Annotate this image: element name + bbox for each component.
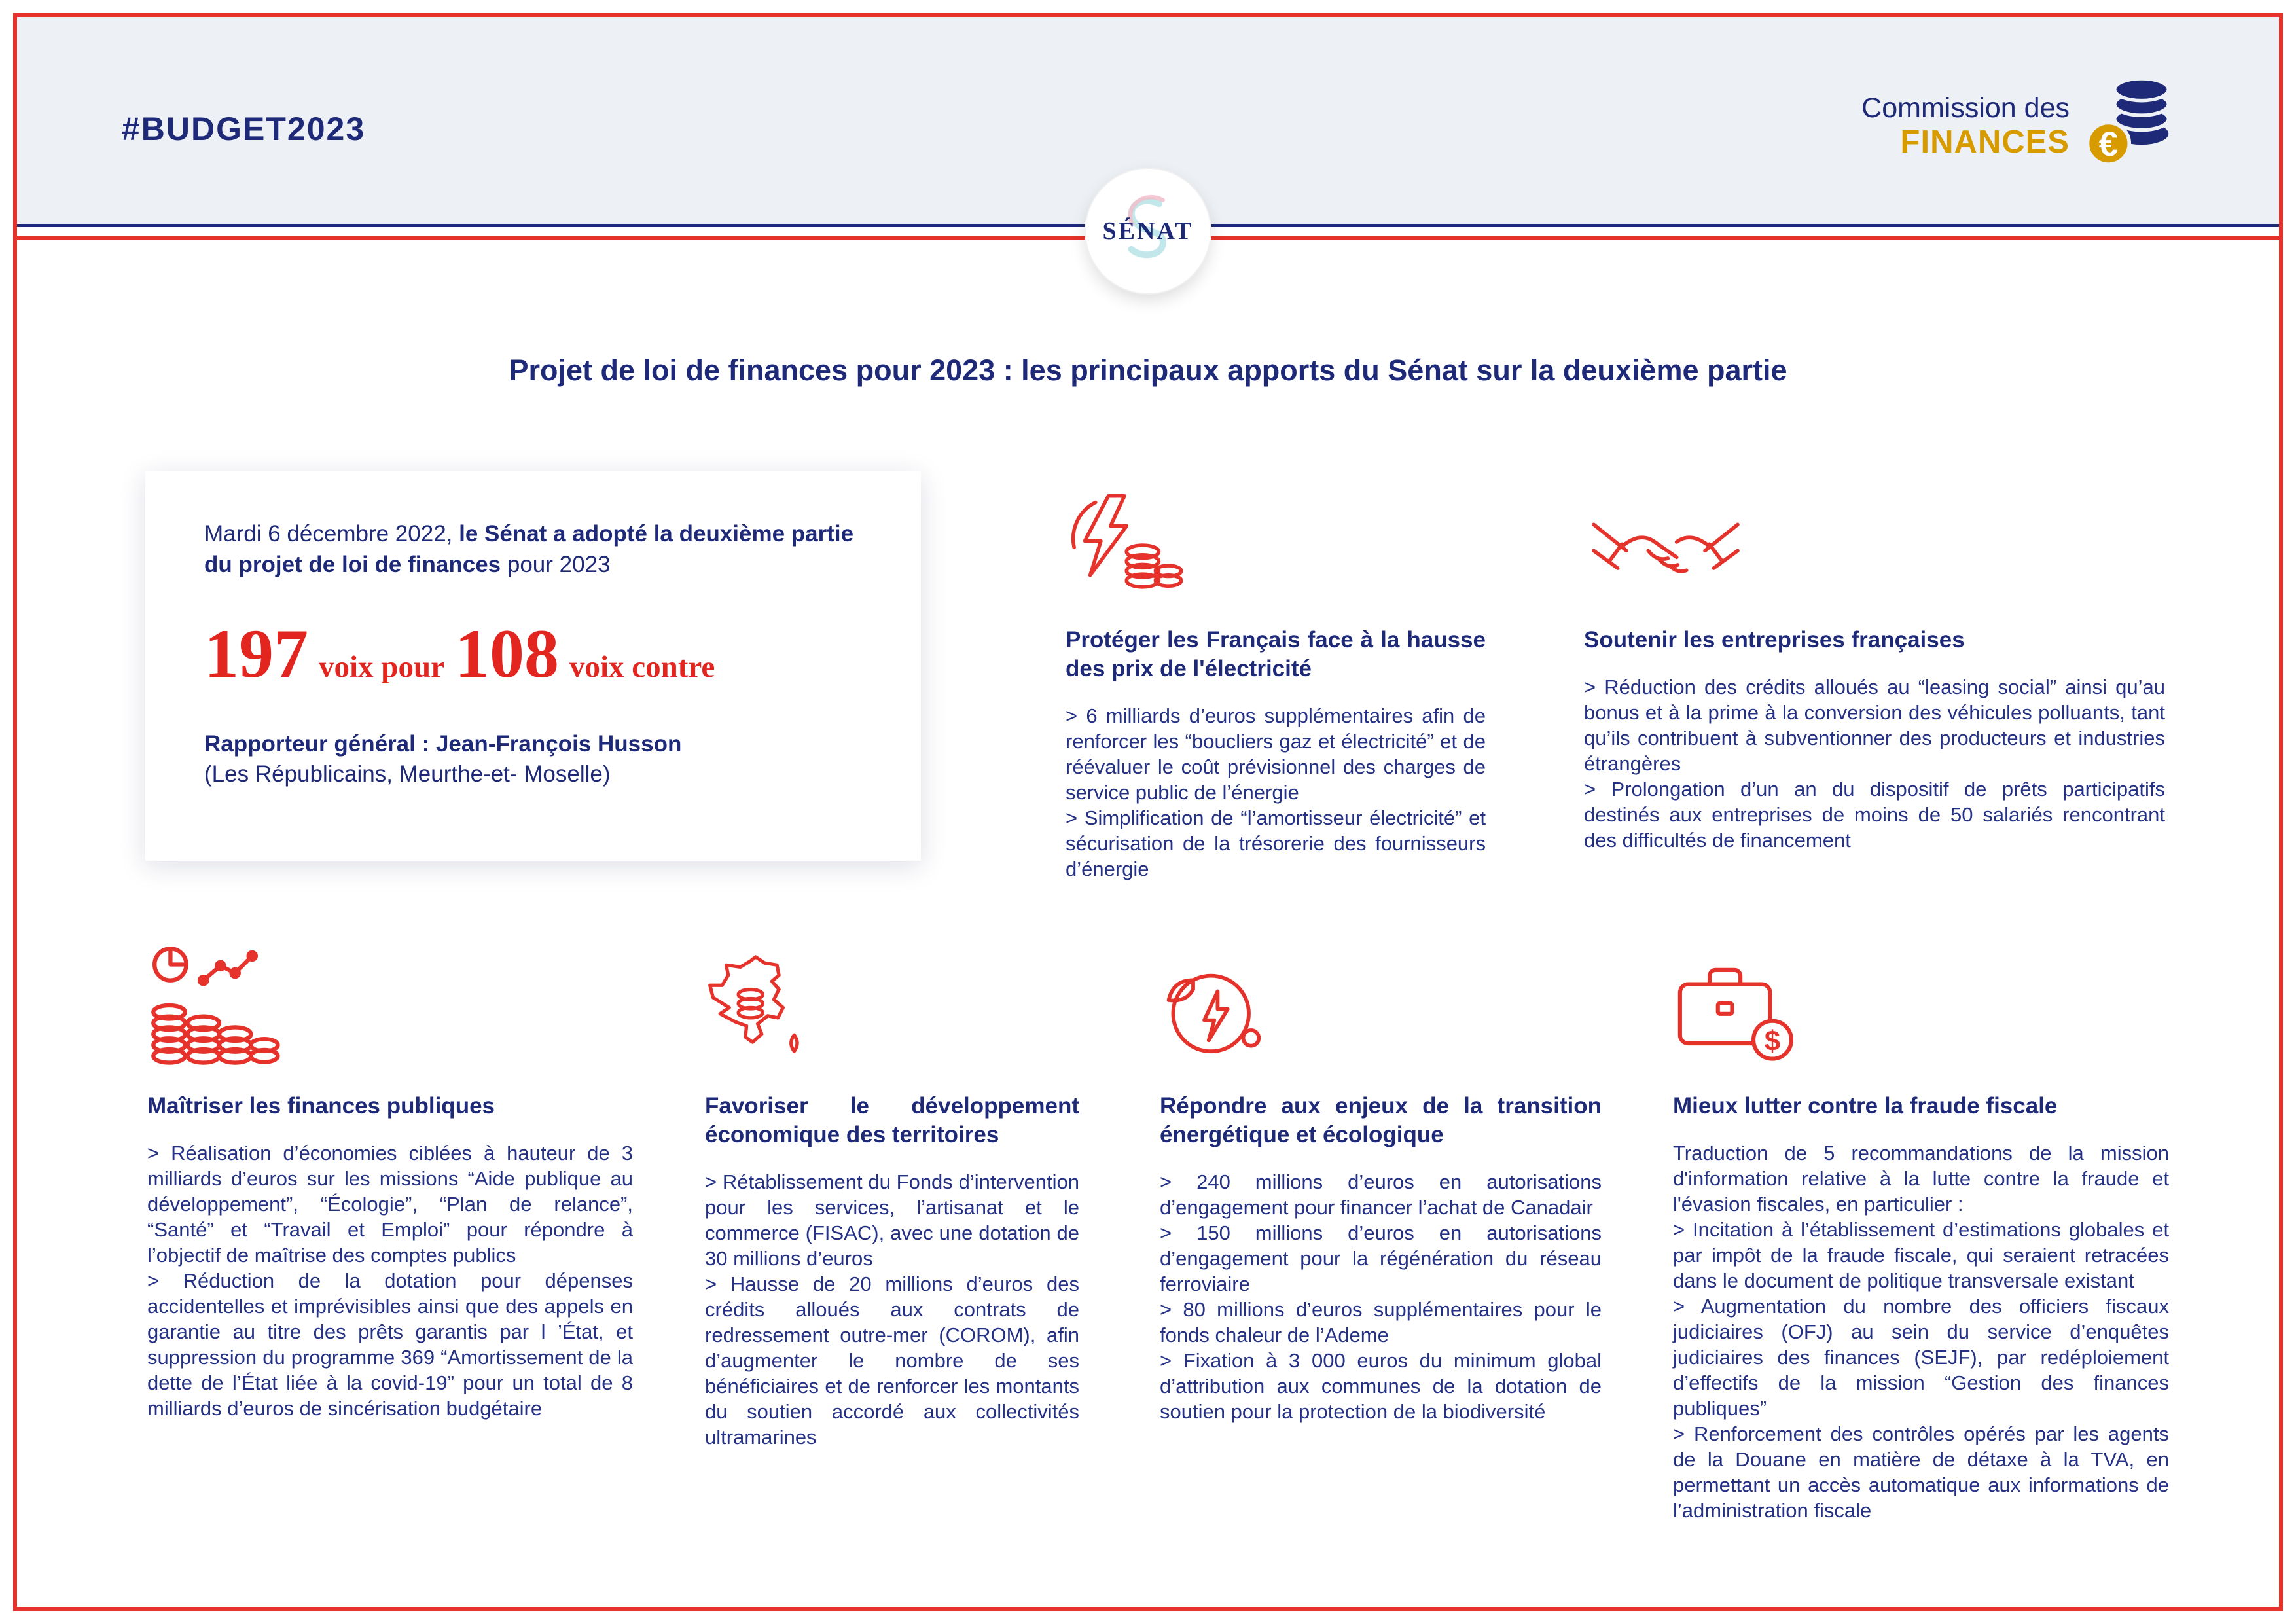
budget-hashtag: #BUDGET2023 <box>122 111 366 147</box>
section-electricity <box>1066 480 1486 882</box>
section-territoires-heading: Favoriser le développement économique des territoires <box>705 1093 1079 1147</box>
euro-coins-icon <box>2083 77 2181 175</box>
dollar-symbol: $ <box>1764 1025 1781 1057</box>
section-finances-body <box>147 1140 633 1421</box>
section-territoires-icon-box <box>705 936 1079 1067</box>
bullet: > 150 millions d’euros en autorisations d’engagement pour la régénération du réseau ferroviaire <box>1160 1221 1602 1295</box>
section-fraude-heading: Mieux lutter contre la fraude fiscale <box>1673 1093 2058 1119</box>
handshake-icon <box>1584 503 1748 601</box>
section-finances-publiques <box>147 936 633 1421</box>
intro-normal-2: pour 2023 <box>501 552 611 577</box>
section-territoires <box>705 936 1079 1450</box>
bullet: > 240 millions d’euros en autorisations d’engagement pour financer l’achat de Canadair <box>1160 1170 1602 1219</box>
section-territoires-body <box>705 1169 1079 1450</box>
bullet: > Réalisation d’économies ciblées à hauteur de 3 milliards d’euros sur les missions “Aide publique au développement”, “Écologie”, “Plan de relance”, “Santé” et “Travail et Emploi” pour répondre à l’objectif de maîtrise des comptes publics <box>147 1142 633 1267</box>
intro-normal-1: Mardi 6 décembre 2022, <box>204 521 459 547</box>
senat-medallion <box>1086 169 1210 293</box>
senat-wordmark: SÉNAT <box>1102 217 1194 245</box>
votes-against-number: 108 <box>454 615 559 692</box>
section-enterprises-heading: Soutenir les entreprises françaises <box>1584 627 1965 653</box>
section-enterprises-body <box>1584 674 2165 853</box>
section-transition-body <box>1160 1169 1602 1424</box>
section-enterprises <box>1584 480 2165 853</box>
bullet: > Fixation à 3 000 euros du minimum global d’attribution aux communes de la dotation de soutien pour la protection de la biodiversité <box>1160 1349 1602 1423</box>
bullet: > Rétablissement du Fonds d’intervention pour les services, l’artisanat et le commerce (FISAC), avec une dotation de 30 millions d’euros <box>705 1170 1079 1270</box>
bullet: > Hausse de 20 millions d’euros des crédits alloués aux contrats de redressement outre-mer (COROM), afin d’augmenter le nombre de ses bénéficiaires et de renforcer les montants du soutien accordé aux collectivités ultramarines <box>705 1272 1079 1449</box>
finances-label: FINANCES <box>1900 124 2070 160</box>
bullet: > Incitation à l’établissement d’estimations globales et par impôt de la fraude fiscale, qui seraient retracées dans le document de politique transversale existant <box>1673 1218 2169 1292</box>
page-title: Projet de loi de finances pour 2023 : les principaux apports du Sénat sur la deuxième partie <box>509 353 1787 387</box>
briefcase-dollar-icon <box>1673 952 1797 1067</box>
votes-for-label: voix pour <box>319 650 444 684</box>
section-fraude <box>1673 936 2169 1523</box>
section-fraude-icon-box <box>1673 936 2169 1067</box>
bullet: > Augmentation du nombre des officiers fiscaux judiciaires (OFJ) au sein du service d’enquêtes judiciaires des finances (SEJF), par redéploiement d’effectifs de la mission “Gestion des finances publiques” <box>1673 1295 2169 1420</box>
bullet: > Renforcement des contrôles opérés par les agents de la Douane en matière de détaxe à la TVA, en permettant un accès automatique aux informations de l’administration fiscale <box>1673 1422 2169 1522</box>
commission-label: Commission des <box>1861 92 2070 124</box>
bullet: > Réduction de la dotation pour dépenses accidentelles et imprévisibles ainsi que des appels en garantie au titre des prêts garantis par l ’État, et suppression du programme 369 “Amortissement de la dette de l’État liée à la covid-19” pour un total de 8 milliards d’euros de sincérisation budgétaire <box>147 1269 633 1420</box>
leaf-lightning-icon <box>1160 956 1271 1067</box>
section-transition <box>1160 936 1602 1424</box>
section-electricity-icon-box <box>1066 480 1486 601</box>
bullet: Traduction de 5 recommandations de la mission d'information relative à la lutte contre la fraude et l'évasion fiscales, en particulier : <box>1673 1142 2169 1216</box>
rapporteur-party: (Les Républicains, Meurthe-et- Moselle) <box>204 761 611 787</box>
commission-finances-wordmark <box>1861 92 2070 160</box>
bullet: > Simplification de “l’amortisseur électricité” et sécurisation de la trésorerie des fournisseurs d’énergie <box>1066 806 1486 880</box>
adoption-intro <box>204 518 862 580</box>
votes-against-label: voix contre <box>569 650 715 684</box>
section-enterprises-icon-box <box>1584 480 2165 601</box>
commission-finances-logo <box>1861 77 2181 175</box>
section-finances-heading: Maîtriser les finances publiques <box>147 1093 495 1119</box>
bullet: > 80 millions d’euros supplémentaires pour le fonds chaleur de l’Ademe <box>1160 1298 1602 1346</box>
votes-for-number: 197 <box>204 615 308 692</box>
rapporteur-name: Rapporteur général : Jean-François Husson <box>204 731 682 757</box>
bullet: > 6 milliards d’euros supplémentaires afin de renforcer les “boucliers gaz et électricité” et de réévaluer le coût prévisionnel des charges de service public de l’énergie <box>1066 704 1486 804</box>
section-finances-icon-box <box>147 936 633 1067</box>
section-electricity-body <box>1066 703 1486 882</box>
pie-chart-coins-icon <box>147 943 281 1067</box>
section-fraude-body <box>1673 1140 2169 1523</box>
vote-card <box>145 471 921 861</box>
bullet: > Réduction des crédits alloués au “leasing social” ainsi qu’au bonus et à la prime à la conversion des véhicules polluants, tant qu’ils contribuent à subventionner des producteurs et industries étrangères <box>1584 676 2165 775</box>
vote-result <box>204 615 862 692</box>
euro-symbol: € <box>2098 125 2118 164</box>
section-transition-heading: Répondre aux enjeux de la transition énergétique et écologique <box>1160 1093 1602 1147</box>
lightning-coins-icon <box>1066 490 1183 601</box>
section-electricity-heading: Protéger les Français face à la hausse des prix de l'électricité <box>1066 627 1486 681</box>
bullet: > Prolongation d’un an du dispositif de prêts participatifs destinés aux entreprises de moins de 50 salariés rencontrant des difficultés de financement <box>1584 778 2165 852</box>
intro-bold: le Sénat a adopté la deuxième partie du projet de loi de finances <box>204 521 854 577</box>
rapporteur-block <box>204 729 862 789</box>
france-map-coins-icon <box>705 952 806 1067</box>
section-transition-icon-box <box>1160 936 1602 1067</box>
